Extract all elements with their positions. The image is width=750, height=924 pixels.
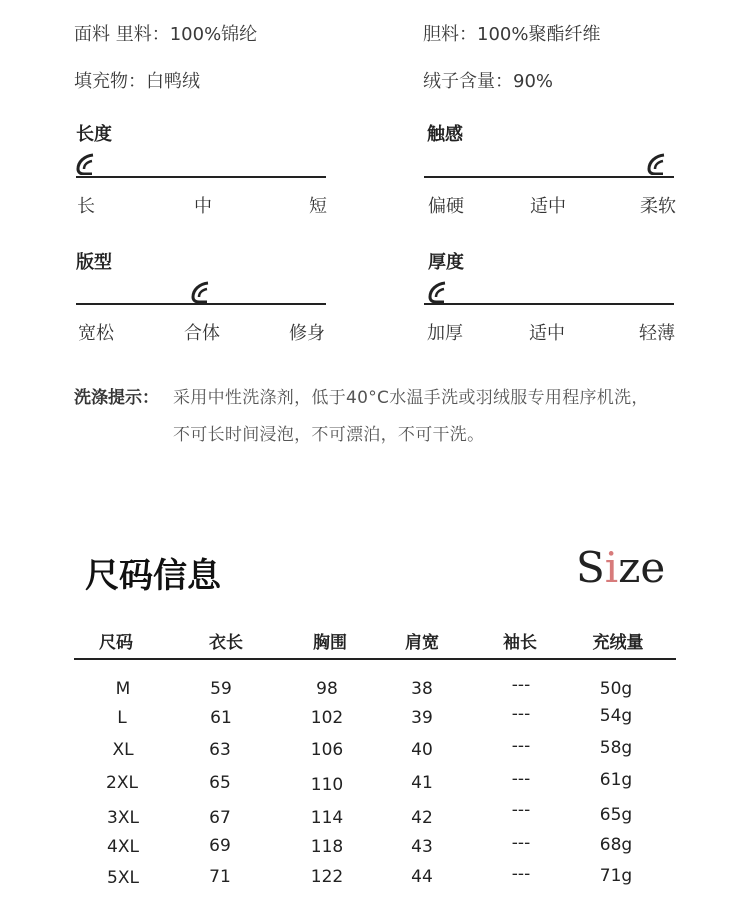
cell-size: XL — [112, 740, 134, 760]
scale-label-short: 短 — [309, 196, 327, 217]
cell-length: 61 — [210, 708, 232, 728]
wash-line-1: 采用中性洗涤剂，低于40°C水温手洗或羽绒服专用程序机洗， — [173, 388, 649, 408]
scale-label-regular: 合体 — [184, 323, 220, 344]
spec-down-content: 绒子含量：90% — [423, 71, 554, 92]
cell-chest: 110 — [310, 775, 344, 795]
table-header-rule — [74, 658, 676, 660]
cell-sleeve: --- — [511, 864, 531, 884]
scale-label-medium: 中 — [194, 196, 212, 217]
size-english-rest: ze — [618, 543, 666, 592]
scale-label-thin: 轻薄 — [639, 323, 675, 344]
scale-label-long: 长 — [77, 196, 95, 217]
cell-shoulder: 42 — [411, 808, 433, 828]
cell-size: 4XL — [107, 837, 139, 857]
cell-shoulder: 41 — [411, 773, 433, 793]
cell-fill: 61g — [599, 770, 633, 790]
cell-chest: 114 — [310, 808, 344, 828]
cell-shoulder: 44 — [411, 867, 433, 887]
scale-line-touch — [424, 176, 674, 178]
size-section-title: 尺码信息 — [85, 556, 221, 596]
cell-fill: 58g — [599, 738, 633, 758]
cell-fill: 68g — [599, 835, 633, 855]
feather-marker-icon — [75, 153, 97, 175]
scale-label-moderate-thickness: 适中 — [529, 323, 565, 344]
cell-size: 5XL — [107, 868, 139, 888]
table-header-chest: 胸围 — [313, 633, 347, 653]
spec-outer-lining: 面料 里料：100%锦纶 — [74, 24, 258, 45]
scale-title-thickness: 厚度 — [428, 252, 464, 273]
cell-fill: 71g — [599, 866, 633, 886]
cell-shoulder: 39 — [411, 708, 433, 728]
scale-line-thickness — [424, 303, 674, 305]
cell-length: 63 — [209, 740, 231, 760]
wash-label: 洗涤提示： — [74, 388, 159, 408]
scale-line-length — [76, 176, 326, 178]
cell-size: 2XL — [106, 773, 138, 793]
cell-sleeve: --- — [511, 704, 531, 724]
cell-chest: 102 — [310, 708, 344, 728]
cell-chest: 106 — [310, 740, 344, 760]
feather-marker-icon — [190, 281, 212, 303]
cell-fill: 54g — [599, 706, 633, 726]
cell-sleeve: --- — [511, 736, 531, 756]
table-header-length: 衣长 — [209, 633, 243, 653]
spec-inner-lining: 胆料：100%聚酯纤维 — [423, 24, 601, 45]
cell-sleeve: --- — [511, 675, 531, 695]
cell-size: 3XL — [107, 808, 139, 828]
cell-fill: 50g — [599, 679, 633, 699]
scale-line-fit — [76, 303, 326, 305]
cell-length: 65 — [209, 773, 231, 793]
scale-label-moderate: 适中 — [530, 196, 566, 217]
table-header-size: 尺码 — [99, 633, 133, 653]
table-header-sleeve: 袖长 — [503, 633, 537, 653]
scale-label-soft: 柔软 — [640, 196, 676, 217]
cell-length: 67 — [209, 808, 231, 828]
cell-sleeve: --- — [511, 800, 531, 820]
scale-label-thick: 加厚 — [427, 323, 463, 344]
feather-marker-icon — [427, 281, 449, 303]
cell-size: L — [117, 708, 127, 728]
table-header-shoulder: 肩宽 — [405, 633, 439, 653]
spec-filling: 填充物：白鸭绒 — [74, 71, 200, 92]
scale-title-length: 长度 — [76, 124, 112, 145]
cell-fill: 65g — [599, 805, 633, 825]
cell-chest: 122 — [310, 867, 344, 887]
feather-marker-icon — [646, 153, 668, 175]
size-english-title — [576, 543, 665, 592]
cell-shoulder: 43 — [411, 837, 433, 857]
table-header-fill: 充绒量 — [592, 633, 644, 653]
cell-chest: 118 — [310, 837, 344, 857]
cell-sleeve: --- — [511, 769, 531, 789]
cell-shoulder: 38 — [411, 679, 433, 699]
cell-shoulder: 40 — [411, 740, 433, 760]
cell-chest: 98 — [316, 679, 338, 699]
scale-title-fit: 版型 — [76, 252, 112, 273]
scale-title-touch: 触感 — [427, 124, 463, 145]
cell-length: 69 — [209, 836, 231, 856]
cell-size: M — [115, 679, 131, 699]
cell-length: 59 — [210, 679, 232, 699]
scale-label-loose: 宽松 — [78, 323, 114, 344]
scale-label-slim: 修身 — [289, 323, 325, 344]
cell-sleeve: --- — [511, 833, 531, 853]
wash-line-2: 不可长时间浸泡，不可漂泊，不可干洗。 — [173, 425, 485, 445]
size-english-first: S — [576, 543, 605, 592]
scale-label-hard: 偏硬 — [428, 196, 464, 217]
cell-length: 71 — [209, 867, 231, 887]
size-english-accent: i — [604, 543, 619, 592]
